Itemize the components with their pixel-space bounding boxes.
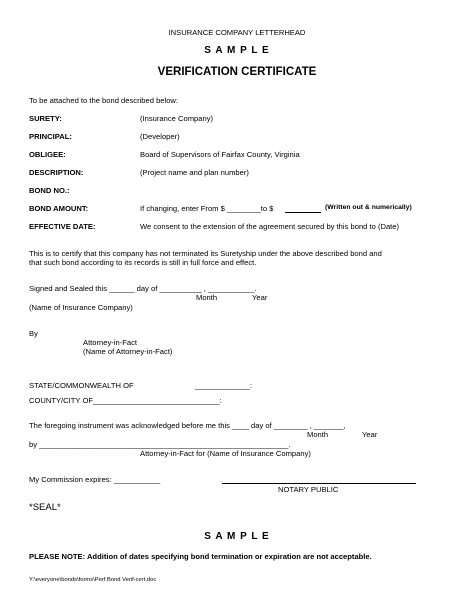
- attorney-in-fact-label: Attorney-in-Fact: [83, 338, 138, 347]
- effective-date-label: EFFECTIVE DATE:: [29, 222, 96, 231]
- acknowledgement-line: The foregoing instrument was acknowledged before me this ____ day of ________ , _______,: [29, 421, 346, 430]
- notary-signature-line: [222, 483, 416, 484]
- certify-line-1: This is to certify that this company has not terminated its Suretyship under the above described bond and: [29, 249, 382, 258]
- seal-placeholder: *SEAL*: [29, 502, 61, 513]
- principal-value: (Developer): [140, 132, 180, 141]
- principal-label: PRINCIPAL:: [29, 132, 72, 141]
- state-commonwealth-label: STATE/COMMONWEALTH OF: [29, 381, 134, 390]
- effective-date-value: We consent to the extension of the agreement secured by this bond to (Date): [140, 222, 400, 231]
- attorney-name: (Name of Attorney-in-Fact): [83, 347, 173, 356]
- insurance-company-name: (Name of Insurance Company): [29, 303, 133, 312]
- obligee-label: OBLIGEE:: [29, 150, 66, 159]
- ack-by-line: by ___________________________________________________________.: [29, 440, 291, 449]
- attorney-for-company: Attorney-in-Fact for (Name of Insurance Company): [140, 449, 311, 458]
- signed-year-label: Year: [252, 293, 268, 302]
- bond-amount-label: BOND AMOUNT:: [29, 204, 89, 213]
- bond-no-label: BOND NO.:: [29, 186, 70, 195]
- file-path-footer: Y:\everyone\bonds\forms\Perf Bond Verif-cert.doc: [29, 577, 157, 583]
- county-city-line: COUNTY/CITY OF______________________________:: [29, 396, 222, 405]
- page-title: VERIFICATION CERTIFICATE: [157, 66, 317, 78]
- bond-amount-note: (Written out & numerically): [325, 204, 412, 211]
- sample-heading: S A M P L E: [204, 45, 270, 56]
- signed-month-label: Month: [196, 293, 218, 302]
- letterhead: INSURANCE COMPANY LETTERHEAD: [168, 28, 306, 37]
- description-value: (Project name and plan number): [140, 168, 249, 177]
- state-blank: _____________:: [195, 381, 253, 390]
- notary-public-label: NOTARY PUBLIC: [278, 485, 339, 494]
- bond-amount-value: If changing, enter From $ ________to $: [140, 204, 274, 213]
- description-label: DESCRIPTION:: [29, 168, 84, 177]
- intro-text: To be attached to the bond described below:: [29, 96, 179, 105]
- ack-month-label: Month: [307, 430, 329, 439]
- signed-sealed-line: Signed and Sealed this ______ day of __________ , ___________.: [29, 284, 257, 293]
- by-label: By: [29, 329, 38, 338]
- ack-year-label: Year: [362, 430, 378, 439]
- obligee-value: Board of Supervisors of Fairfax County, Virginia: [140, 150, 300, 159]
- please-note: PLEASE NOTE: Addition of dates specifying bond termination or expiration are not acceptable.: [29, 552, 372, 561]
- sample-footer-heading: S A M P L E: [204, 531, 270, 542]
- surety-label: SURETY:: [29, 114, 62, 123]
- bond-amount-to-blank: [285, 212, 321, 213]
- certify-line-2: that such bond according to its records is still in full force and effect.: [29, 258, 257, 267]
- commission-expires: My Commission expires: ___________: [29, 475, 161, 484]
- surety-value: (Insurance Company): [140, 114, 214, 123]
